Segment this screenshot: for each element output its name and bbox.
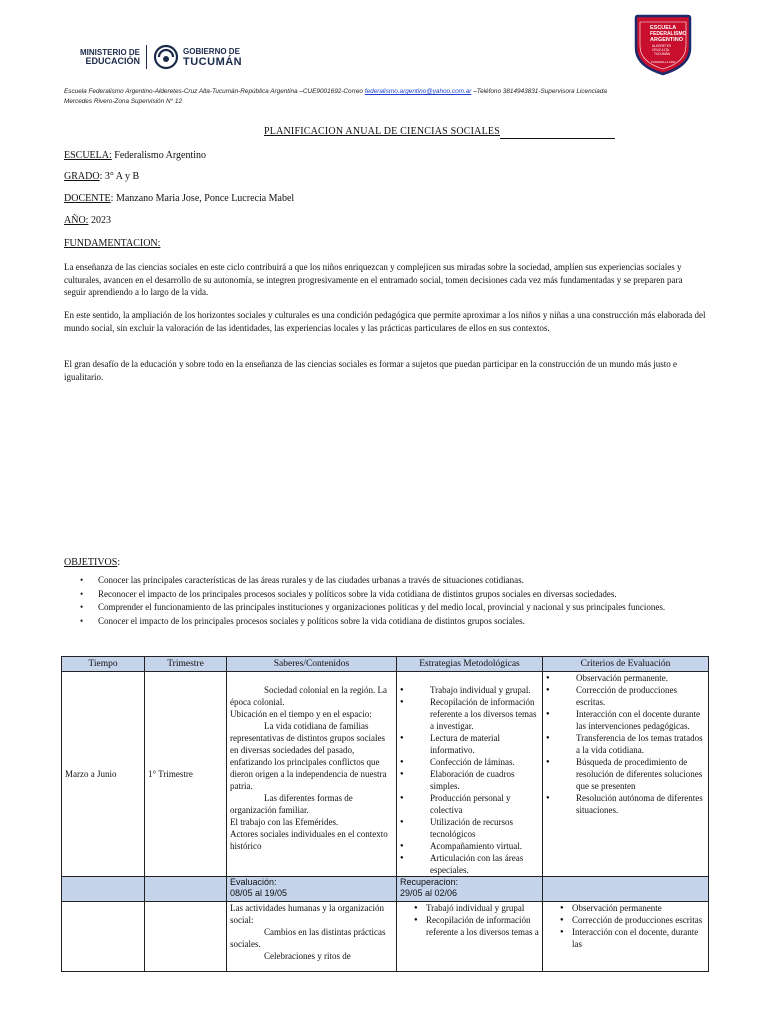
estrategia-item: ● Recopilación de información referente a los diversos temas a investigar. xyxy=(400,696,539,732)
header-saberes: Saberes/Contenidos xyxy=(227,657,397,672)
eval-empty-2 xyxy=(145,877,227,902)
escuela-value: Federalismo Argentino xyxy=(111,150,207,161)
government-name xyxy=(183,47,242,68)
gov-line-1: GOBIERNO DE xyxy=(183,46,240,56)
objetivo-item: • Conocer las principales características de las áreas rurales y de las ciudades urbanas a través de situaciones cotidianas. xyxy=(64,574,704,586)
ministry-name xyxy=(80,48,140,66)
estrategia-item: ● Trabajo individual y grupal. xyxy=(400,684,539,696)
paragraph-1: La enseñanza de las ciencias sociales en este ciclo contribuirá a que los niños enriquezcan y complejicen sus miradas sobre la sociedad, amplíen sus experiencias sociales y culturales, avancen en el desarrollo de su autonomía, se integren progresivamente en el entramado social, tomen decisiones cada vez más fundamentadas y se preparen para seguir aprendiendo a lo largo de la vida. xyxy=(64,262,683,297)
tucuman-emblem-icon xyxy=(153,44,179,70)
estrategia-item: ● Acompañamiento virtual. xyxy=(400,840,539,852)
header-criterios: Criterios de Evaluación xyxy=(543,657,709,672)
estrategia-item: ● Producción personal y colectiva xyxy=(400,792,539,816)
escuela-label: ESCUELA: xyxy=(64,150,112,161)
paragraph-2: En este sentido, la ampliación de los horizontes sociales y culturales es una condición pedagógica que permite aproximar a los niños y niñas a una construcción más elaborada del mundo social, sin excluir la valoración de las identidades, las experiencias locales y las prácticas particulares de ellos en sus contextos. xyxy=(64,310,706,333)
criterio-item: ● Resolución autónoma de diferentes situaciones. xyxy=(546,792,705,816)
objetivos-label: OBJETIVOS xyxy=(64,557,118,568)
evaluacion-dates: 08/05 al 19/05 xyxy=(230,888,288,898)
eval-empty-3 xyxy=(543,877,709,902)
badge-line-5: CRUZ ALTA xyxy=(652,48,670,52)
cell-saberes-2 xyxy=(227,902,397,972)
field-anio xyxy=(64,215,111,226)
cell-trimestre: 1° Trimestre xyxy=(145,672,227,877)
docente-value: : Manzano Maria Jose, Ponce Lucrecia Mabel xyxy=(110,193,295,204)
paragraph-3: El gran desafío de la educación y sobre todo en la enseñanza de las ciencias sociales es formar a sujetos que puedan participar en la construcción de un mundo más justo e igualitario. xyxy=(64,359,678,382)
title-underline xyxy=(500,138,615,139)
saber-item: Las diferentes formas de organización familiar. xyxy=(230,793,353,815)
contact-phone: –Teléfono 3814943831-Supervisora Licenciada xyxy=(471,88,607,95)
saber-item: Sociedad colonial en la región. La época colonial. xyxy=(230,685,387,707)
gov-line-2: TUCUMÁN xyxy=(183,55,243,68)
contact-supervision: Mercedes Rivero-Zona Supervisión N° 12 xyxy=(64,98,182,105)
cell-criterios xyxy=(543,672,709,877)
ministry-line-2: EDUCACIÓN xyxy=(85,56,141,66)
objetivos-colon: : xyxy=(117,557,121,568)
cell-tiempo: Marzo a Junio xyxy=(62,672,145,877)
criterio-item: ● Búsqueda de procedimiento de resolución de diferentes soluciones que se presenten xyxy=(546,756,705,792)
criterio-item: ● Corrección de producciones escritas. xyxy=(546,684,705,708)
cell-estrategias xyxy=(397,672,543,877)
saber-item: Celebraciones y ritos de xyxy=(264,951,351,961)
ministry-logo xyxy=(80,44,242,70)
saber-item: Actores sociales individuales en el contexto histórico xyxy=(230,829,388,851)
estrategia-item: ● Elaboración de cuadros simples. xyxy=(400,768,539,792)
evaluacion-cell xyxy=(227,877,397,902)
objetivos-list xyxy=(64,574,704,628)
planning-table xyxy=(61,656,709,972)
badge-line-1: ESCUELA xyxy=(650,25,677,31)
cell-tiempo-2 xyxy=(62,902,145,972)
anio-label: AÑO: xyxy=(64,215,89,226)
header-tiempo: Tiempo xyxy=(62,657,145,672)
criterio-item: ● Transferencia de los temas tratados a la vida cotidiana. xyxy=(546,732,705,756)
field-escuela xyxy=(64,150,206,161)
cell-trimestre-2 xyxy=(145,902,227,972)
badge-line-3: ARGENTINO xyxy=(650,37,683,43)
field-docente xyxy=(64,193,294,204)
estrategia-item: ● Utilización de recursos tecnológicos xyxy=(400,816,539,840)
field-grado xyxy=(64,171,139,182)
badge-line-4: ALDERETES xyxy=(652,44,671,48)
eval-empty-1 xyxy=(62,877,145,902)
evaluacion-label: Evaluación: xyxy=(230,877,277,887)
logo-divider xyxy=(146,45,147,69)
estrategia-item: ● Confección de láminas. xyxy=(400,756,539,768)
document-title: PLANIFICACION ANUAL DE CIENCIAS SOCIALES xyxy=(264,126,500,137)
criterio-item: ● Interacción con el docente durante las intervenciones pedagógicas. xyxy=(546,708,705,732)
docente-label: DOCENTE xyxy=(64,193,111,204)
fundamentacion-label: FUNDAMENTACION: xyxy=(64,238,161,249)
email-link[interactable]: federalismo.argentino@yahoo.com.ar xyxy=(364,88,472,95)
letterhead xyxy=(0,0,768,86)
estrategia-item: ● Lectura de material informativo. xyxy=(400,732,539,756)
estrategia-item: ● Recopilación de información referente a los diversos temas a xyxy=(400,914,539,938)
saber-item: El trabajo con las Efemérides. xyxy=(230,817,339,827)
contact-info xyxy=(64,87,714,107)
grado-value: : 3° A y B xyxy=(99,171,140,182)
header-estrategias: Estrategias Metodológicas xyxy=(397,657,543,672)
contact-text: Escuela Federalismo Argentino-Alderetes-Cruz Alta-Tucumán-República Argentina –CUE9001692-Correo xyxy=(64,88,365,95)
cell-estrategias-2 xyxy=(397,902,543,972)
header-trimestre: Trimestre xyxy=(145,657,227,672)
recuperacion-cell xyxy=(397,877,543,902)
cell-criterios-2 xyxy=(543,902,709,972)
saber-item: Cambios en las distintas prácticas sociales. xyxy=(230,927,386,949)
objetivo-item: • Comprender el funcionamiento de las principales instituciones y organizaciones políticas y del medio local, provincial y nacional y sus principales funciones. xyxy=(64,601,704,613)
ministry-line-1: MINISTERIO DE xyxy=(80,48,141,57)
cell-saberes xyxy=(227,672,397,877)
objetivo-item: • Conocer el impacto de los principales procesos sociales y políticos sobre la vida cotidiana de distintos grupos sociales. xyxy=(64,615,704,627)
criterio-item: ● Observación permanente xyxy=(546,902,705,914)
criterio-item: ● Observación permanente. xyxy=(546,672,705,684)
saber-item: Ubicación en el tiempo y en el espacio: xyxy=(230,709,372,719)
estrategia-item: ● Trabajó individual y grupal xyxy=(400,902,539,914)
saber-item: La vida cotidiana de familias representativas de distintos grupos sociales en diversas sociedades del pasado, enfatizando los principales conflictos que dieron origen a la independencia de nuestra patria. xyxy=(230,721,387,791)
objetivos-heading xyxy=(64,557,120,568)
estrategia-item: ● Articulación con las áreas especiales. xyxy=(400,852,539,876)
field-fundamentacion xyxy=(64,238,160,249)
criterio-item: ● Corrección de producciones escritas xyxy=(546,914,705,926)
table-row xyxy=(62,672,709,877)
criterio-item: ● Interacción con el docente, durante las xyxy=(546,926,705,950)
badge-line-6: TUCUMÁN xyxy=(654,52,670,56)
table-header-row xyxy=(62,657,709,672)
recuperacion-label: Recuperacion: xyxy=(400,877,459,887)
grado-label: GRADO xyxy=(64,171,100,182)
badge-line-2: FEDERALISMO xyxy=(650,31,687,37)
badge-line-7: FUNDADA en 1980 xyxy=(651,60,676,64)
objetivo-item: • Reconocer el impacto de los principales procesos sociales y políticos sobre la vida cotidiana de distintos grupos sociales en diversas sociedades. xyxy=(64,588,704,600)
evaluation-row xyxy=(62,877,709,902)
table-row xyxy=(62,902,709,972)
saber-item: Las actividades humanas y la organización social: xyxy=(230,903,385,925)
school-badge-icon xyxy=(634,14,692,76)
recuperacion-dates: 29/05 al 02/06 xyxy=(400,888,458,898)
anio-value: 2023 xyxy=(88,215,111,226)
